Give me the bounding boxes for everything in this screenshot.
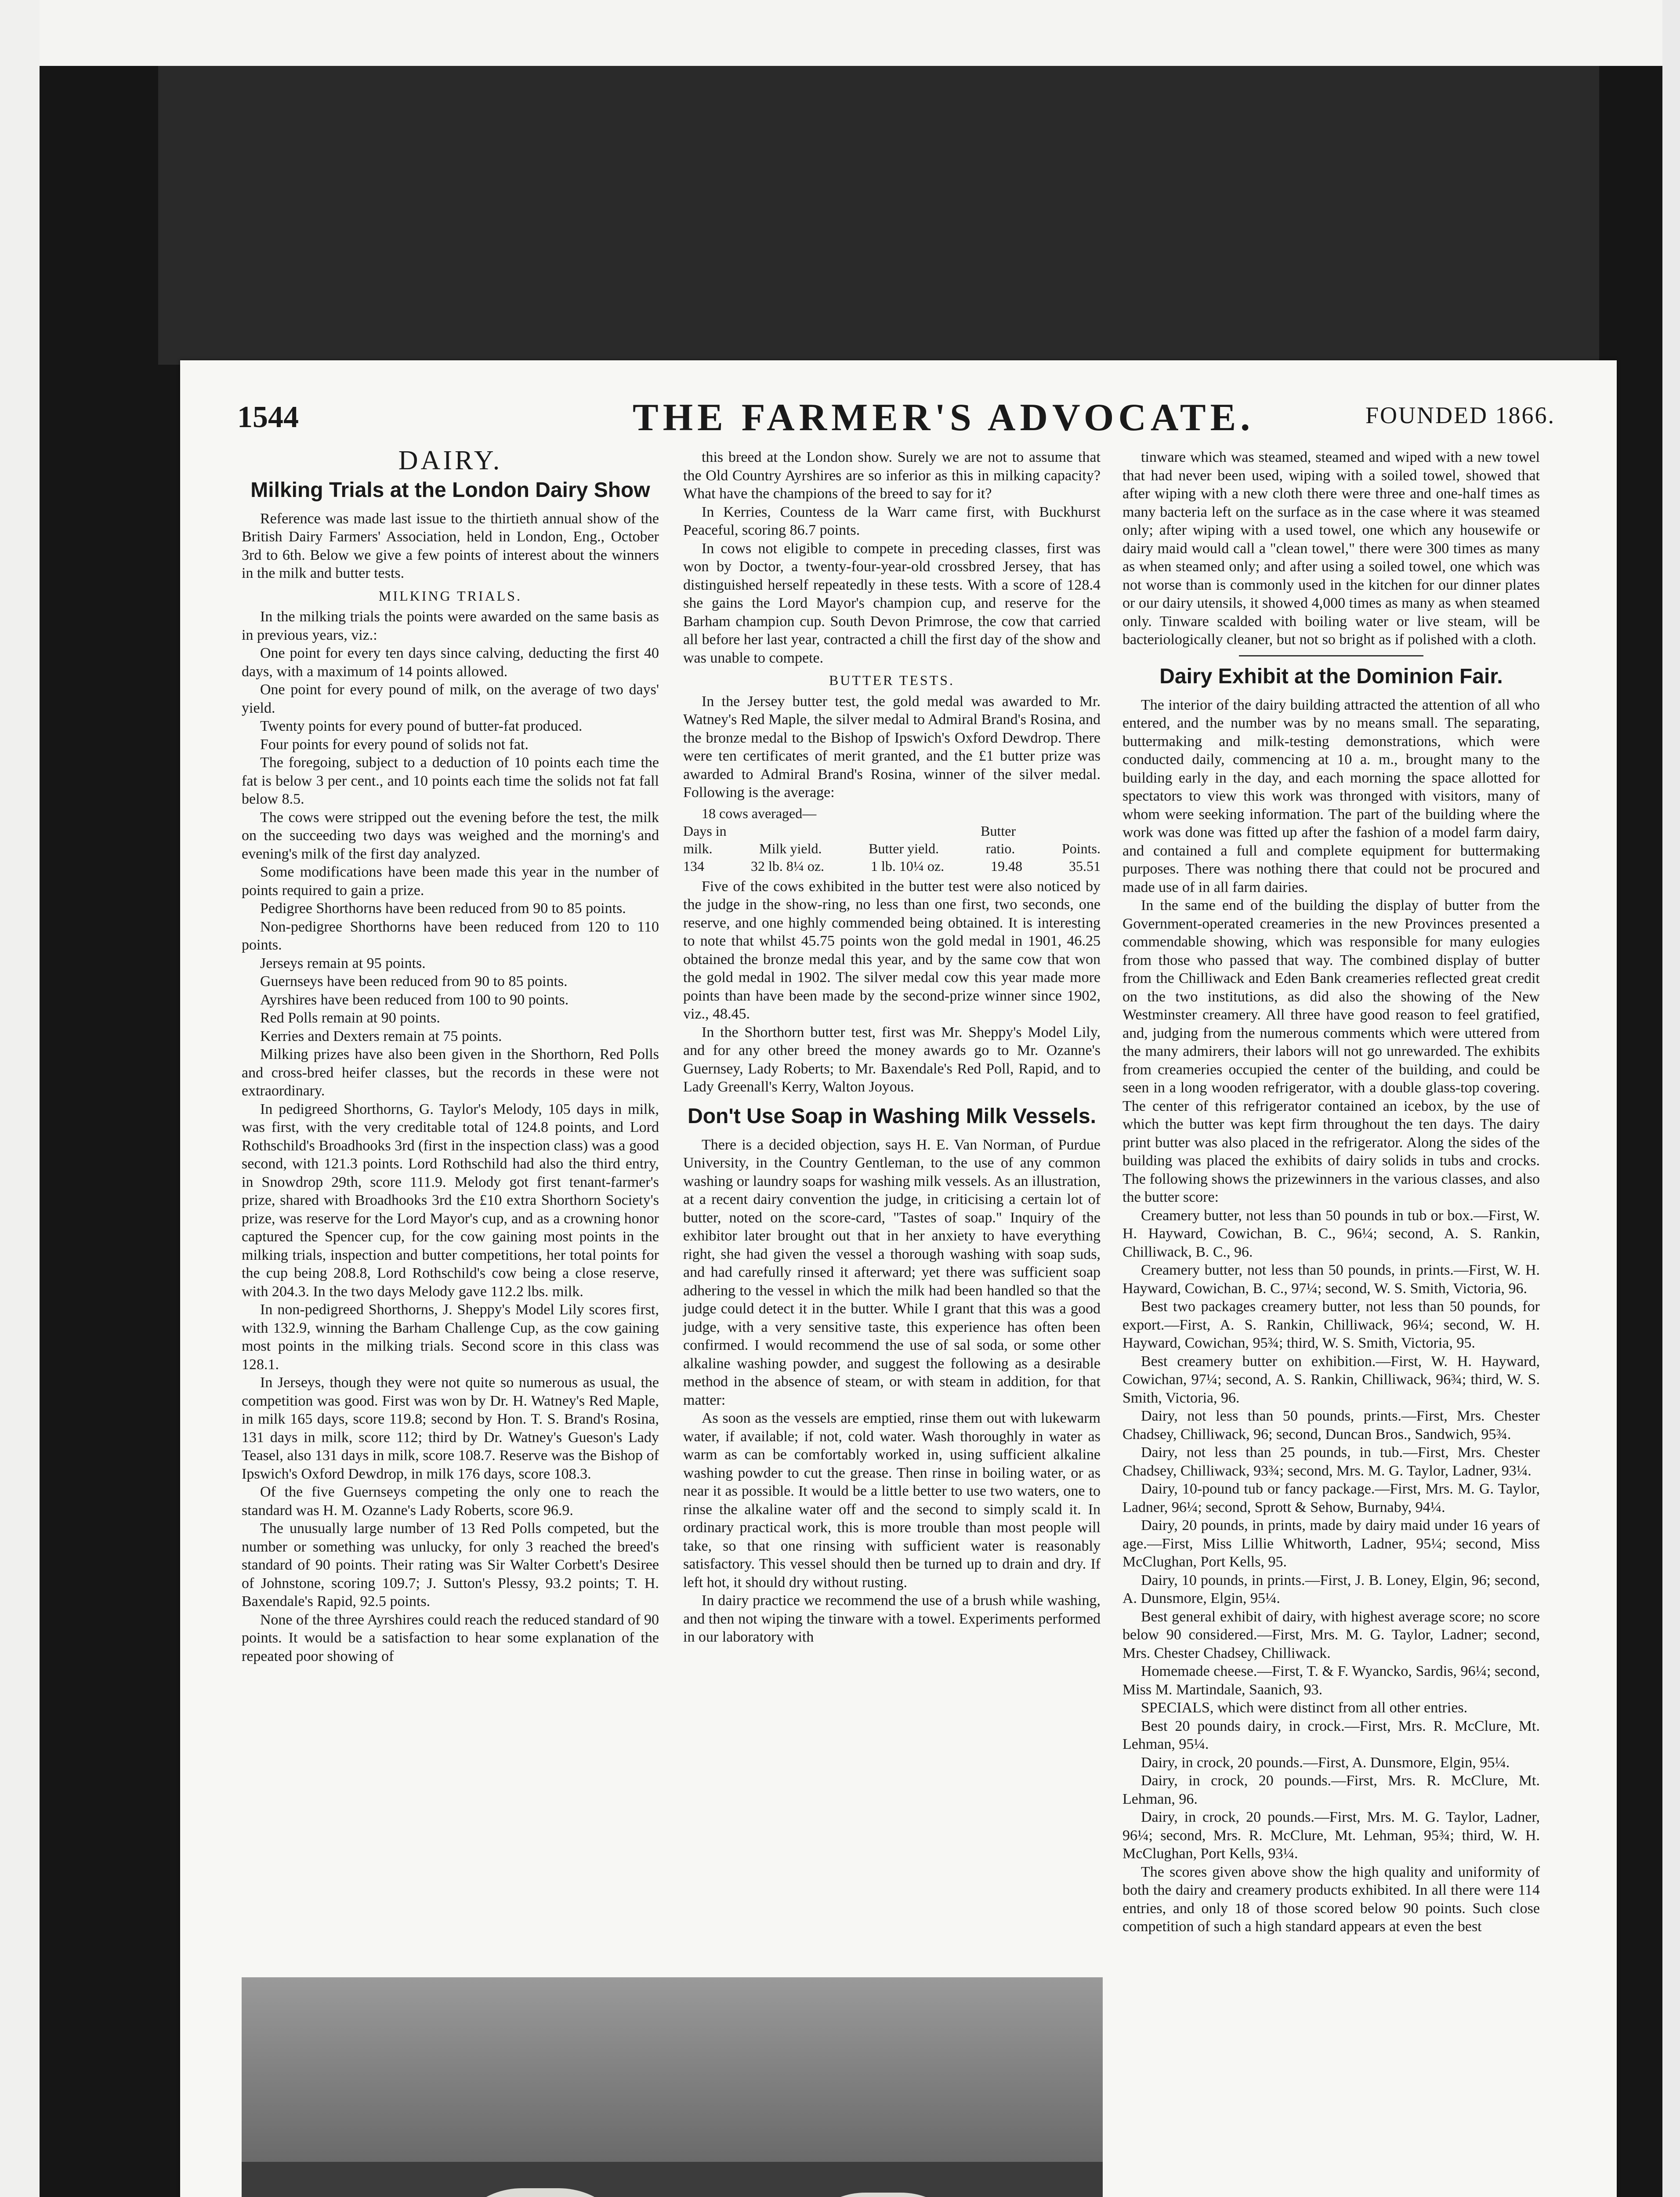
paragraph: One point for every ten days since calving, deducting the first 40 days, with a maximum of 14 points allowed. — [242, 645, 659, 680]
table-header-row-2 — [683, 840, 1101, 857]
paragraph: The unusually large number of 13 Red Polls competed, but the number or something was unlucky, for only 3 reached the breed's standard of 90 points. Their rating was Sir Walter Corbett's Desiree of Johnstone, scoring 109.7; J. Sutton's Plessy, 93.2 points; T. H. Baxendale's Rapid, 92.5 points. — [242, 1520, 659, 1610]
subheading-butter-tests: BUTTER TESTS. — [829, 672, 955, 688]
table-cell: 32 lb. 8¼ oz. — [750, 858, 825, 874]
paragraph: Of the five Guernseys competing the only one to reach the standard was H. M. Ozanne's Lady Roberts, score 96.9. — [242, 1484, 659, 1519]
table-cell: Butter yield. — [869, 840, 939, 856]
paragraph: Dairy, in crock, 20 pounds.—First, A. Dunsmore, Elgin, 95¼. — [1141, 1754, 1510, 1771]
paragraph: Creamery butter, not less than 50 pounds, in prints.—First, W. H. Hayward, Cowichan, B. C., 97¼; second, W. S. Smith, Victoria, 96. — [1122, 1262, 1540, 1297]
paragraph: In the Jersey butter test, the gold medal was awarded to Mr. Watney's Red Maple, the silver medal to Admiral Brand's Rosina, and the bronze medal to the Bishop of Ipswich's Oxford Dewdrop. There were ten certificates of merit granted, and the £1 butter prize was awarded to Admiral Brand's Rosina, winner of the silver medal. Following is the average: — [683, 693, 1101, 801]
paragraph: Dairy, not less than 50 pounds, prints.—First, Mrs. Chester Chadsey, Chilliwack, 96; second, Duncan Bros., Sandwich, 95¾. — [1122, 1408, 1540, 1443]
table-cell: Butter — [981, 823, 1016, 839]
photo-sky — [242, 1977, 1103, 2162]
paragraph: In dairy practice we recommend the use of a brush while washing, and then not wiping the tinware with a towel. Experiments performed in our laboratory with — [683, 1592, 1101, 1645]
column-2 — [683, 448, 1101, 1646]
paragraph: The interior of the dairy building attracted the attention of all who entered, and the number was by no means small. The separating, buttermaking and milk-testing demonstrations, which were conducted daily, commencing at 10 a. m., brought many to the building early in the day, and each morning the space allotted for spectators to view this work was thronged with visitors, many of whom were seeking information. The part of the building where the work was done was fitted up after the fashion of a model farm dairy, and contained a full and complete equipment for buttermaking purposes. There was nothing there that could not be procured and made use of in all farm dairies. — [1122, 696, 1540, 895]
paragraph: Best creamery butter on exhibition.—First, W. H. Hayward, Cowichan, 97¼; second, A. S. Rankin, Chilliwack, 96¾; third, W. S. Smith, Victoria, 96. — [1122, 1353, 1540, 1406]
cow-figure — [795, 2193, 971, 2197]
paragraph: Kerries and Dexters remain at 75 points. — [260, 1028, 502, 1044]
article-title-milking-trials: Milking Trials at the London Dairy Show — [250, 478, 650, 502]
paragraph: Dairy, not less than 25 pounds, in tub.—First, Mrs. Chester Chadsey, Chilliwack, 93¾; second, Mrs. M. G. Taylor, Ladner, 93¼. — [1122, 1444, 1540, 1479]
paragraph: Jerseys remain at 95 points. — [260, 955, 426, 972]
paragraph: Creamery butter, not less than 50 pounds in tub or box.—First, W. H. Hayward, Cowichan, B. C., 96¼; second, A. S. Rankin, Chilliwack, B. C., 96. — [1122, 1207, 1540, 1260]
paragraph: Five of the cows exhibited in the butter test were also noticed by the judge in the show-ring, no less than one first, two seconds, one reserve, and one highly commended being obtained. It is interesting to note that whilst 45.75 points won the gold medal in 1901, 46.25 obtained the bronze medal this year, and by the same cow that won the gold medal in 1902. The silver medal cow this year made more points than have been made by the second-prize winner since 1902, viz., 48.45. — [683, 878, 1101, 1022]
paragraph: Twenty points for every pound of butter-fat produced. — [260, 718, 583, 734]
column-1 — [242, 448, 659, 1665]
intro-paragraph: Reference was made last issue to the thirtieth annual show of the British Dairy Farmers' Association, held in London, Eng., October 3rd to 6th. Below we give a few points of interest about the winners in the milk and butter tests. — [242, 510, 659, 581]
paragraph: The foregoing, subject to a deduction of 10 points each time the fat is below 3 per cent., and 10 points each time the solids not fat fall below 8.5. — [242, 754, 659, 807]
paragraph: Best two packages creamery butter, not less than 50 pounds, for export.—First, A. S. Rankin, Chilliwack, 96¼; second, W. H. Hayward, Cowichan, 95¾; third, W. S. Smith, Victoria, 95. — [1122, 1298, 1540, 1351]
milking-trials-body — [242, 608, 659, 1665]
table-header-row-1 — [683, 822, 1101, 840]
paragraph: One point for every pound of milk, on the average of two days' yield. — [242, 682, 659, 716]
table-cell: 35.51 — [1069, 858, 1101, 874]
paragraph: In the same end of the building the display of butter from the Government-operated creameries in the new Provinces presented a commendable showing, which was responsible for many eulogies from those who passed that way. The combined display of butter from the Chilliwack and Eden Bank creameries reflected great credit on the two institutions, as did also the showing of the New Westminster creamery. All three have good reason to feel gratified, and, judging from the numerous comments which were uttered from the many admirers, their labors will not go unrewarded. The exhibits from creameries occupied the center of the building, and could be seen in a long wooden refrigerator, with a double glass-top covering. The center of this refrigerator contained an icebox, by the use of which the butter was kept firm throughout the ten days. The dairy print butter was also placed in the refrigerator. Along the sides of the building was placed the exhibits of dairy solids in tubs and crocks. The following shows the prizewinners in the various classes, and also the butter score: — [1122, 897, 1540, 1205]
cow-figure — [448, 2188, 633, 2197]
paragraph: As soon as the vessels are emptied, rinse them out with lukewarm water, if available; if not, cold water. Wash thoroughly in water as warm as can be comfortably worked in, using sufficient alkaline washing powder to cut the grease. Then rinse in boiling water, or as near it as possible. It would be a little better to use two waters, one to rinse the alkaline water off and the second to simply scald it. In ordinary practical work, this is more trouble than most people will take, so that one rinsing with sufficient water is reasonably satisfactory. This vessel should then be turned up to drain and dry. If left hot, it should dry without rusting. — [683, 1410, 1101, 1591]
section-heading: DAIRY. — [398, 446, 503, 475]
paragraph: Guernseys have been reduced from 90 to 85 points. — [260, 973, 568, 990]
table-cell: 1 lb. 10¼ oz. — [871, 858, 945, 874]
scan-border-right — [1662, 0, 1680, 2197]
table-cell: 134 — [683, 858, 704, 874]
paragraph: In Kerries, Countess de la Warr came first, with Buckhurst Peaceful, scoring 86.7 points. — [683, 504, 1101, 538]
paragraph: this breed at the London show. Surely we are not to assume that the Old Country Ayrshires are so inferior as this in milking capacity? What have the champions of the breed to say for it? — [683, 449, 1101, 502]
paragraph: Dairy, in crock, 20 pounds.—First, Mrs. R. McClure, Mt. Lehman, 96. — [1122, 1773, 1540, 1807]
divider — [1239, 655, 1423, 656]
scan-border-top — [0, 0, 1680, 66]
newspaper-page — [180, 360, 1617, 2197]
paragraph: Red Polls remain at 90 points. — [260, 1010, 440, 1026]
article-title-soap: Don't Use Soap in Washing Milk Vessels. — [688, 1104, 1096, 1128]
table-cell: ratio. — [985, 840, 1015, 856]
paragraph: The scores given above show the high quality and uniformity of both the dairy and creamery products exhibited. In all there were 114 entries, and only 18 of those scored below 90 points. Such close competition of such a high standard appears at even the best — [1122, 1863, 1540, 1935]
paragraph: Non-pedigree Shorthorns have been reduced from 120 to 110 points. — [242, 918, 659, 953]
subheading-milking-trials: MILKING TRIALS. — [378, 587, 522, 604]
table-cell: Milk yield. — [759, 840, 822, 856]
table-row — [683, 857, 1101, 875]
paragraph: Pedigree Shorthorns have been reduced from 90 to 85 points. — [260, 900, 626, 917]
table-cell: milk. — [683, 840, 713, 856]
publication-title: THE FARMER'S ADVOCATE. — [633, 396, 1255, 439]
paragraph: In non-pedigreed Shorthorns, J. Sheppy's Model Lily scores first, with 132.9, winning the Barham Challenge Cup, as the cow gaining most points in the milking trials. Second score in this class was 128.1. — [242, 1302, 659, 1373]
herd-photograph — [242, 1977, 1103, 2197]
paragraph: Dairy, in crock, 20 pounds.—First, Mrs. M. G. Taylor, Ladner, 96¼; second, Mrs. R. McClure, Mt. Lehman, 95¾; third, W. H. McClughan, Port Kells, 93¼. — [1122, 1809, 1540, 1862]
table-cell: Days in — [683, 823, 727, 839]
butter-average-table — [683, 805, 1101, 875]
paragraph: In the milking trials the points were awarded on the same basis as in previous years, viz.: — [242, 609, 659, 643]
paragraph: Best general exhibit of dairy, with highest average score; no score below 90 considered.—First, Mrs. M. G. Taylor, Ladner; second, Mrs. Chester Chadsey, Chilliwack. — [1122, 1608, 1540, 1661]
paragraph: The cows were stripped out the evening before the test, the milk on the succeeding two days was weighed and the morning's and evening's milk of the first day analyzed. — [242, 809, 659, 862]
table-cell: Points. — [1061, 840, 1101, 856]
paragraph: Best 20 pounds dairy, in crock.—First, Mrs. R. McClure, Mt. Lehman, 95¼. — [1122, 1718, 1540, 1752]
column-3 — [1122, 448, 1540, 1936]
page-number: 1544 — [237, 400, 299, 434]
masthead — [237, 395, 1555, 444]
paragraph: In Jerseys, though they were not quite so numerous as usual, the competition was good. First was won by Dr. H. Watney's Red Maple, in milk 165 days, score 119.8; second by Hon. T. S. Brand's Rosina, 131 days in milk, score 112; third by Dr. Watney's Gueson's Lady Teasel, also 131 days in milk, score 108.7. Reserve was the Bishop of Ipswich's Oxford Dewdrop, in milk 176 days, score 108.3. — [242, 1374, 659, 1482]
table-caption: 18 cows averaged— — [702, 805, 817, 821]
microfilm-shadow — [158, 66, 1599, 365]
paragraph: Dairy, 10 pounds, in prints.—First, J. B. Loney, Elgin, 96; second, A. Dunsmore, Elgin, 95¼. — [1122, 1572, 1540, 1606]
paragraph: There is a decided objection, says H. E. Van Norman, of Purdue University, in the Country Gentleman, to the use of any common washing or laundry soaps for washing milk vessels. As an illustration, at a recent dairy convention the judge, in criticising a certain lot of butter, noted on the score-card, "Tastes of soap." Inquiry of the exhibitor later brought out that in her anxiety to have everything right, she had given the vessel a thorough washing with soap suds, and had carefully rinsed it afterward; yet there was sufficient soap adhering to the vessel in which the milk had been handled so that the judge could detect it in the butter. While I grant that this was a good judge, with a very sensitive taste, this experience has often been confirmed. I would recommend the use of sal soda, or some other alkaline washing powder, and suggest the following as a desirable method in the absence of steam, or with steam in addition, for that matter: — [683, 1136, 1101, 1408]
paragraph: SPECIALS, which were distinct from all other entries. — [1141, 1700, 1468, 1716]
paragraph: In cows not eligible to compete in preceding classes, first was won by Doctor, a twenty-four-year-old crossbred Jersey, that has distinguished herself repeatedly in these tests. With a score of 128.4 she gains the Lord Mayor's champion cup, and reserve for the Barham champion cup. South Devon Primrose, the cow that carried all before her last year, contracted a chill the first day of the show and was unable to compete. — [683, 540, 1101, 666]
paragraph: In the Shorthorn butter test, first was Mr. Sheppy's Model Lily, and for any other breed the money awards go to Mr. Ozanne's Guernsey, Lady Roberts; to Mr. Baxendale's Red Poll, Rapid, and to Lady Greenall's Kerry, Walton Joyous. — [683, 1024, 1101, 1095]
paragraph: Ayrshires have been reduced from 100 to 90 points. — [260, 991, 569, 1008]
paragraph: Homemade cheese.—First, T. & F. Wyancko, Sardis, 96¼; second, Miss M. Martindale, Saanich, 93. — [1122, 1663, 1540, 1698]
paragraph: Four points for every pound of solids not fat. — [260, 736, 529, 753]
paragraph: Dairy, 20 pounds, in prints, made by dairy maid under 16 years of age.—First, Miss Lillie Whitworth, Ladner, 95¼; second, Miss McClughan, Port Kells, 95. — [1122, 1517, 1540, 1570]
founded-label: FOUNDED 1866. — [1365, 402, 1555, 428]
table-cell: 19.48 — [991, 858, 1023, 874]
paragraph: tinware which was steamed, steamed and wiped with a new towel that had never been used, wiping with a soiled towel, showed that after wiping with a new cloth there were three and one-half times as many bacteria left on the surface as in the case where it was steamed only; after wiping with a used towel, one which any housewife or dairy maid would call a "clean towel," there were 300 times as many as when steamed only; and after using a soiled towel, one which was not worse than is commonly used in the kitchen for our dinner plates or our dairy utensils, it showed 4,000 times as many as when steamed only. Tinware scalded with boiling water or live steam, will be bacteriologically cleaner, but not so bright as if polished with a cloth. — [1122, 449, 1540, 648]
scan-border-left — [0, 0, 40, 2197]
article-title-dominion-fair: Dairy Exhibit at the Dominion Fair. — [1159, 664, 1503, 688]
paragraph: Milking prizes have also been given in the Shorthorn, Red Polls and cross-bred heifer classes, but the records in these were not extraordinary. — [242, 1046, 659, 1099]
paragraph: None of the three Ayrshires could reach the reduced standard of 90 points. It would be a satisfaction to hear some explanation of the repeated poor showing of — [242, 1611, 659, 1664]
paragraph: In pedigreed Shorthorns, G. Taylor's Melody, 105 days in milk, was first, with the very creditable total of 124.8 points, and Lord Rothschild's Broadhooks 3rd (first in the inspection class) was a good second, with 121.3 points. Lord Rothschild had also the third entry, in Snowdrop 29th, score 111.9. Melody got first tenant-farmer's prize, shared with Broadhooks 3rd the £10 extra Shorthorn Society's prize, was reserve for the Lord Mayor's cup, and as a crowning honor captured the Spencer cup, for the cow gaining most points in the milking trials, inspection and butter competitions, her total points for the cup being 208.8, Lord Rothschild's cow being a close reserve, with 204.3. In the two days Melody gave 112.2 lbs. milk. — [242, 1101, 659, 1300]
paragraph: Dairy, 10-pound tub or fancy package.—First, Mrs. M. G. Taylor, Ladner, 96¼; second, Sprott & Sehow, Burnaby, 94¼. — [1122, 1481, 1540, 1515]
paragraph: Some modifications have been made this year in the number of points required to gain a prize. — [242, 864, 659, 899]
